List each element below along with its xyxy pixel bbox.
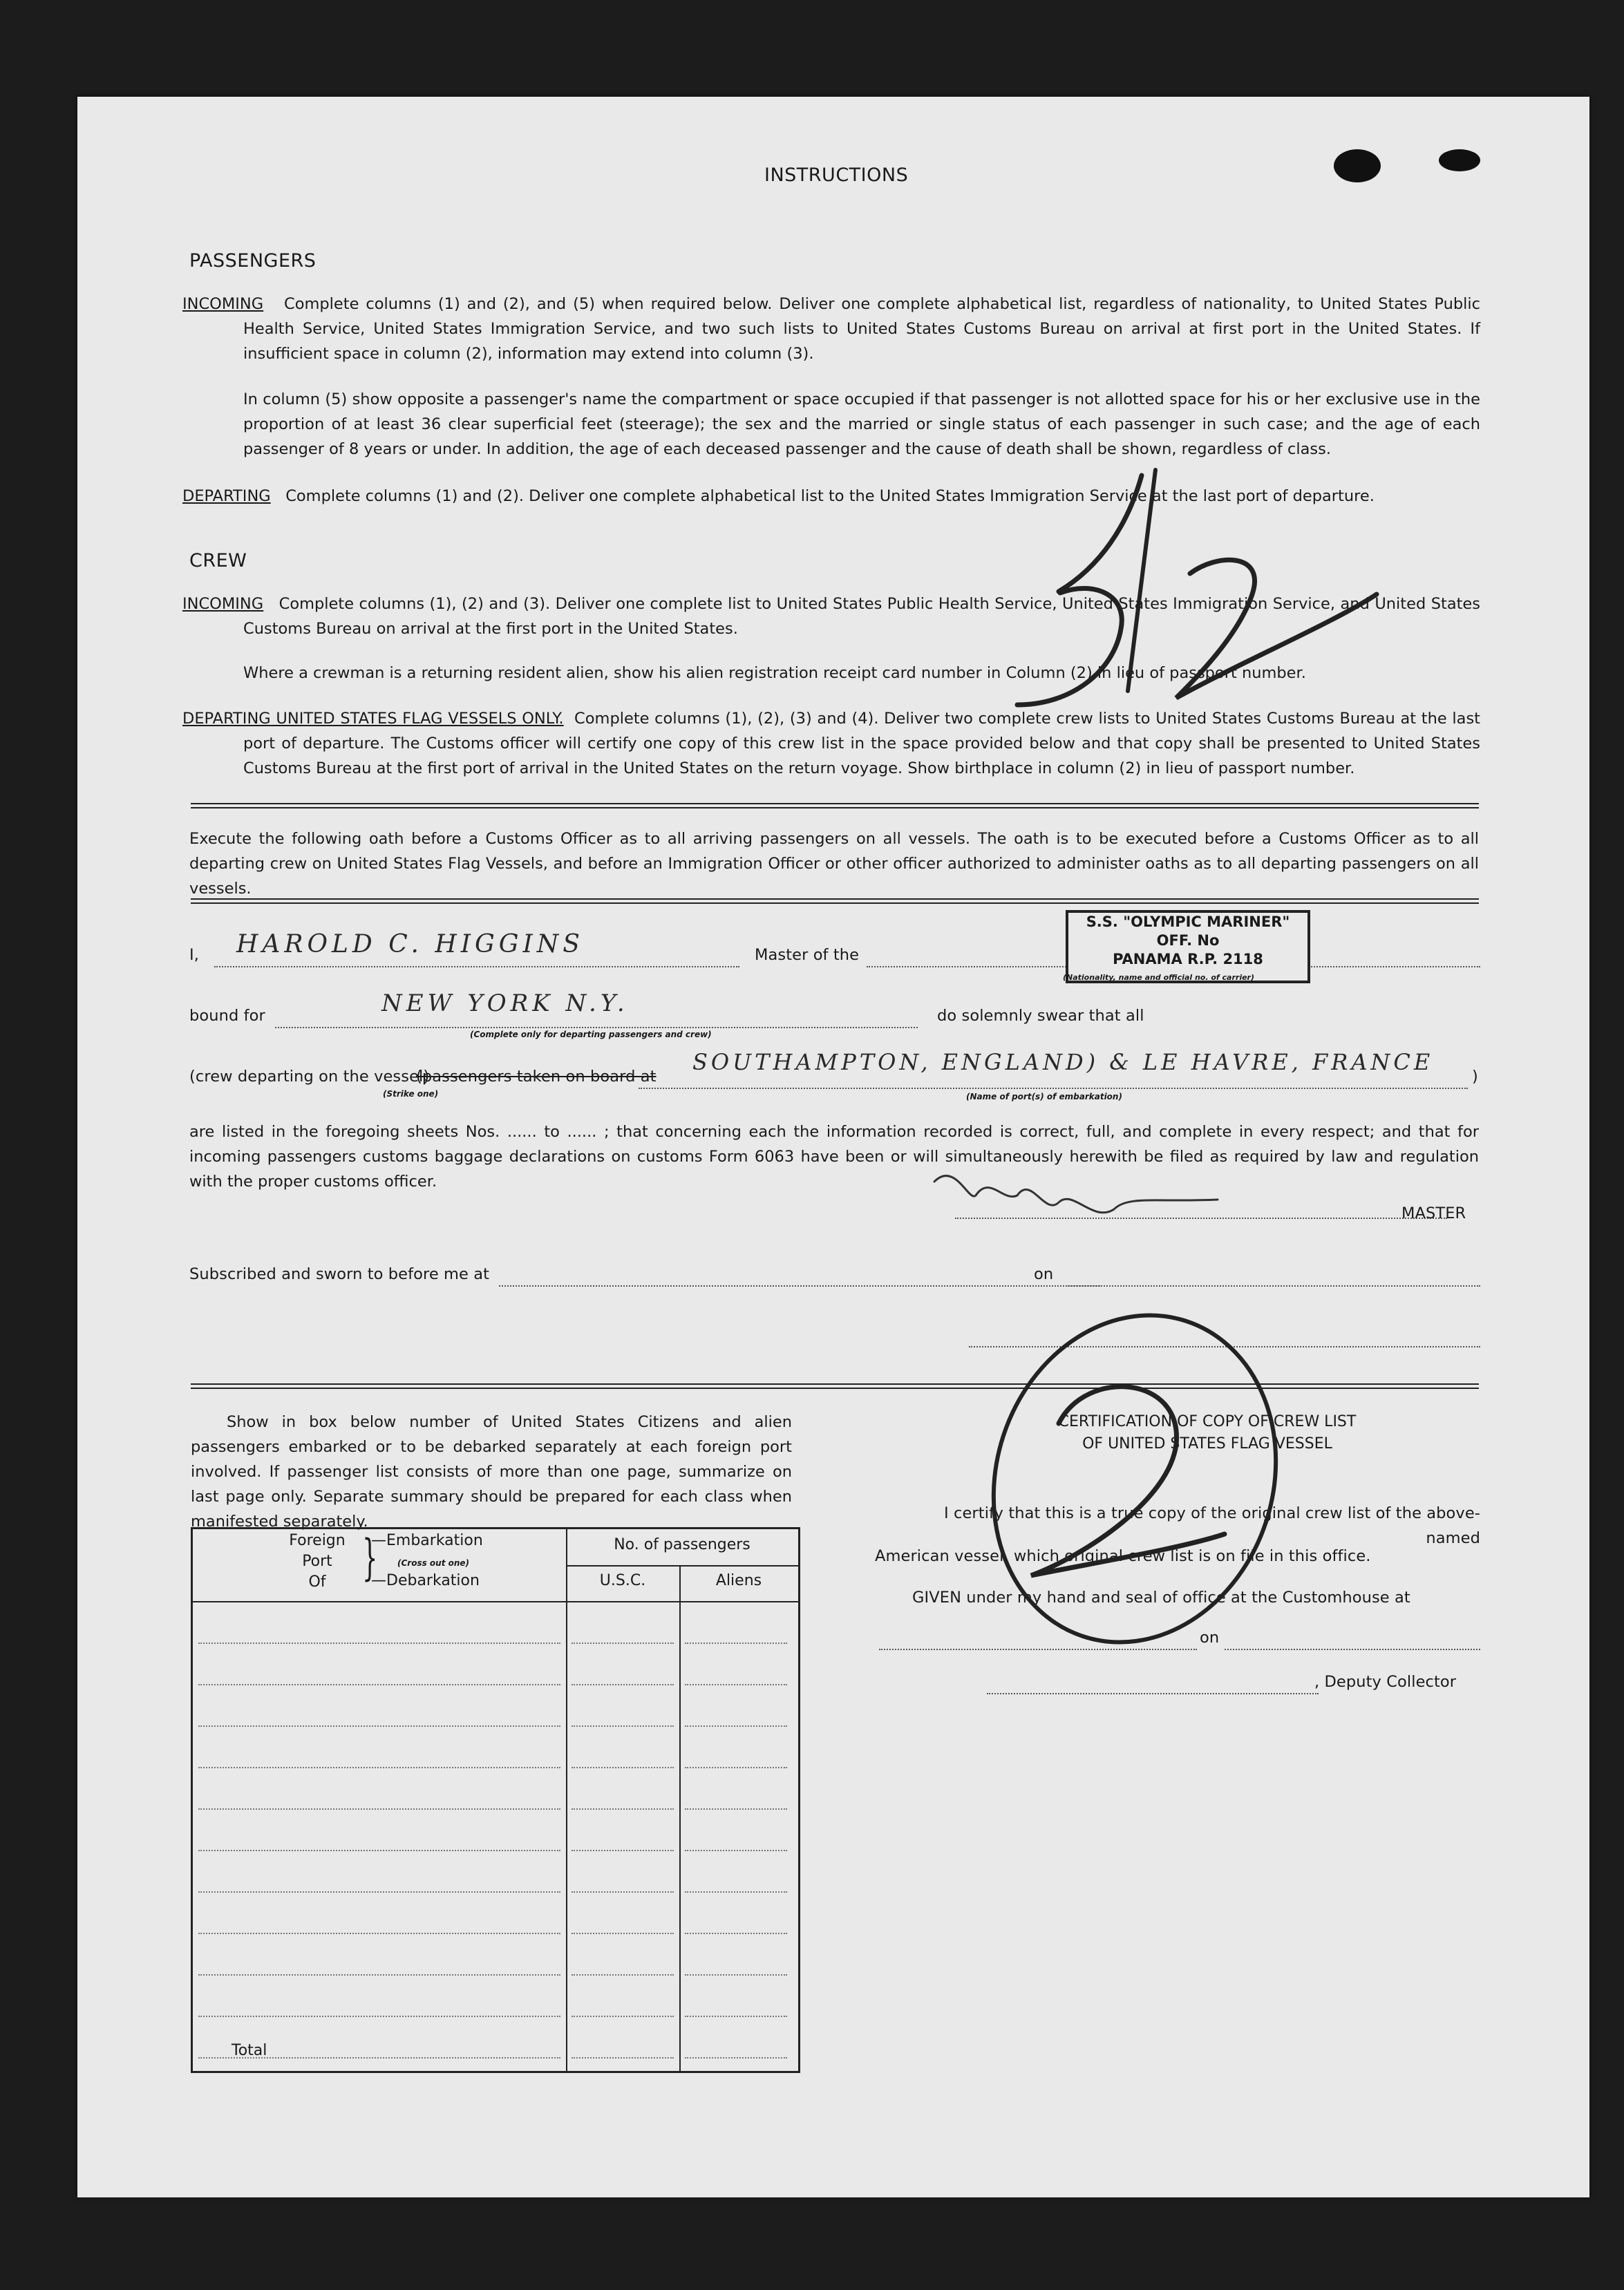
listed-text-a: are listed in the foregoing sheets Nos. [189, 1123, 500, 1141]
passengers-departing-label: DEPARTING [182, 487, 271, 505]
listed-paragraph: are listed in the foregoing sheets Nos. ...... to ...... ; that concerning each the information recorded is correct, full, and complete in every respect; and that for incoming passengers customs baggage declarations on customs Form 6063 have been or will simultaneously herewith be filed as required by law and regulation with the proper customs officer. [189, 1123, 1479, 1191]
passengers-incoming-text: Complete columns (1) and (2), and (5) when required below. Deliver one complete alphabetical list, regardless of nationality, to United States Public Health Service, United States Immigration Service, and two such lists to United States Customs Bureau on arrival at first port in the United States. If insufficient space in column (2), information may extend into column (3). [243, 295, 1480, 363]
vessel-caption: (Nationality, name and official no. of carrier) [1063, 973, 1255, 982]
col-foreign: Foreign [289, 1532, 346, 1549]
bound-for-caption: (Complete only for departing passengers and crew) [470, 1030, 712, 1039]
cert-given-line: GIVEN under my hand and seal of office at the Customhouse at [912, 1589, 1410, 1607]
crew-incoming-label: INCOMING [182, 595, 264, 613]
cert-text-line1: I certify that this is a true copy of the original crew list of the above-named [944, 1504, 1480, 1547]
instructions-title: INSTRUCTIONS [764, 164, 909, 186]
stamp-line3: PANAMA R.P. 2118 [1113, 951, 1263, 967]
embarkation-caption: (Name of port(s) of embarkation) [966, 1092, 1122, 1101]
strike-caption: (Strike one) [383, 1089, 439, 1099]
col-debarkation: —Debarkation [371, 1572, 480, 1589]
stamp-line1: S.S. "OLYMPIC MARINER" [1086, 914, 1290, 930]
master-label: MASTER [1401, 1204, 1466, 1222]
i-label: I, [189, 946, 199, 964]
passengers-heading: PASSENGERS [189, 250, 317, 272]
listed-to: to [544, 1123, 560, 1141]
handwritten-marks [77, 97, 1589, 2197]
deputy-label: , Deputy Collector [1314, 1673, 1457, 1691]
handwritten-circled-two [1031, 1387, 1225, 1575]
cert-title-line2: OF UNITED STATES FLAG VESSEL [1082, 1435, 1332, 1452]
passengers-departing-text: Complete columns (1) and (2). Deliver one complete alphabetical list to the United States Immigration Service at the last port of departure. [285, 487, 1375, 505]
swear-label: do solemnly swear that all [937, 1007, 1144, 1025]
master-name-handwritten: HAROLD C. HIGGINS [236, 930, 584, 958]
on-label: on [1034, 1265, 1054, 1283]
passengers-incoming-label: INCOMING [182, 295, 264, 313]
brace-icon: } [362, 1529, 378, 1586]
ink-blot-icon [1439, 149, 1480, 171]
crew-departing-option: (crew departing on the vessel) [189, 1068, 430, 1086]
cert-on-label: on [1200, 1629, 1220, 1647]
oath-intro: Execute the following oath before a Customs Officer as to all arriving passengers on all vessels. The oath is to be executed before a Customs Officer as to all departing crew on United States Flag Vessels, and before an Immigration Officer or other officer authorized to administer oaths as to all departing passengers on all vessels. [189, 830, 1479, 898]
col-cross: (Cross out one) [397, 1558, 470, 1568]
crew-departing-label: DEPARTING UNITED STATES FLAG VESSELS ONLY. [182, 710, 564, 728]
stamp-line2: OFF. No [1156, 932, 1220, 949]
bound-for-label: bound for [189, 1007, 265, 1025]
cert-title-line1: CERTIFICATION OF COPY OF CREW LIST [1058, 1413, 1357, 1430]
master-of-label: Master of the [755, 946, 860, 964]
handwritten-five [1017, 475, 1142, 705]
ink-blot-icon [1334, 149, 1381, 182]
close-paren: ) [1472, 1068, 1478, 1086]
col-of: Of [308, 1573, 326, 1591]
crew-alien-paragraph: Where a crewman is a returning resident alien, show his alien registration receipt card number in Column (2) in lieu of passport number. [243, 664, 1306, 682]
summary-instructions: Show in box below number of United States Citizens and alien passengers embarked or to be debarked separately at each foreign port involved. If passenger list consists of more than one page, summarize on last page only. Separate summary should be prepared for each class when manifested separately. [191, 1413, 792, 1531]
crew-incoming-text: Complete columns (1), (2) and (3). Deliver one complete list to United States Public Health Service, United States Immigration Service, and United States Customs Bureau on arrival at the first port in the United States. [243, 595, 1480, 638]
listed-text-b: ; that concerning each the information recorded is correct, full, and complete in every respect; and that for incoming passengers customs baggage declarations on customs Form 6063 have been or will simultaneously herewith be filed as required by law and regulation with the proper customs officer. [189, 1123, 1479, 1191]
col-port: Port [302, 1553, 332, 1570]
col-no-passengers: No. of passengers [614, 1536, 750, 1553]
crew-heading: CREW [189, 550, 247, 571]
master-signature [934, 1176, 1218, 1213]
subscribed-label: Subscribed and sworn to before me at [189, 1265, 490, 1283]
col-usc: U.S.C. [599, 1572, 646, 1589]
embarkation-handwritten: SOUTHAMPTON, ENGLAND) & LE HAVRE, FRANCE [692, 1049, 1434, 1075]
cert-text-line2: American vessel, which original crew list is on file in this office. [875, 1547, 1371, 1565]
bound-for-handwritten: NEW YORK N.Y. [381, 990, 629, 1017]
document-page [77, 97, 1589, 2197]
total-label: Total [232, 2042, 267, 2059]
passengers-struck-option: (passengers taken on board at [416, 1068, 657, 1086]
crew-departing-text: Complete columns (1), (2), (3) and (4). Deliver two complete crew lists to United States Customs Bureau at the last port of departure. The Customs officer will certify one copy of this crew list in the space provided below and that copy shall be presented to United States Customs Bureau at the first port of arrival in the United States on the return voyage. Show birthplace in column (2) in lieu of passport number. [243, 710, 1480, 777]
col-embarkation: —Embarkation [371, 1532, 483, 1549]
handwritten-two [1176, 560, 1377, 698]
circle-mark [952, 1278, 1318, 1679]
passengers-column5-paragraph: In column (5) show opposite a passenger's name the compartment or space occupied if that passenger is not allotted space for his or her exclusive use in the proportion of at least 36 clear superficial feet (steerage); the sex and the married or single status of each passenger in such case; and the age of each passenger of 8 years or under. In addition, the age of each deceased passenger and the cause of death shall be shown, regardless of class. [243, 390, 1480, 458]
col-aliens: Aliens [715, 1572, 762, 1589]
